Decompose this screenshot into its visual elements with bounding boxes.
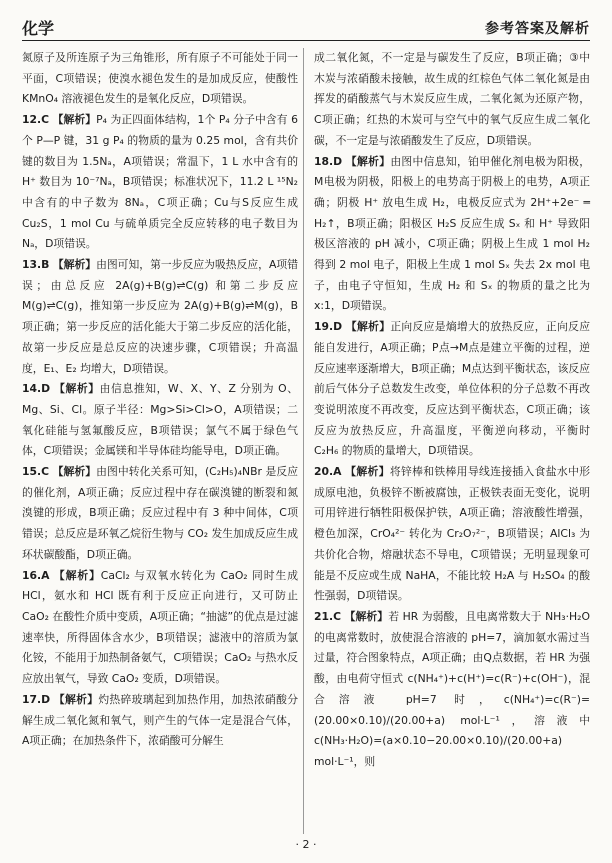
- answer-title: 参考答案及解析: [485, 21, 590, 37]
- item-number: 17.: [22, 692, 42, 706]
- item-answer: C: [41, 465, 50, 479]
- answer-item-17: [22, 690, 298, 752]
- answer-item-18: [314, 152, 590, 318]
- item-number: 18.: [314, 154, 334, 168]
- item-answer: A: [333, 465, 342, 479]
- item-answer: D: [333, 154, 343, 168]
- item-tag: 【解析】: [345, 154, 391, 168]
- item-number: 13.: [22, 258, 42, 272]
- item-number: 21.: [314, 609, 334, 623]
- answer-item-12: [22, 110, 298, 255]
- item-number: 19.: [314, 320, 334, 334]
- answer-item-15: [22, 462, 298, 566]
- answer-item-19: [314, 317, 590, 462]
- item-answer: D: [333, 320, 343, 334]
- item-answer: D: [41, 382, 51, 396]
- item-text: 灼热碎玻璃起到加热作用，加热浓硝酸分解生成二氧化氮和氧气，则产生的气体一定是混合气体，A项正确；在加热条件下，浓硝酸可分解生: [22, 692, 299, 748]
- item-tag: 【解析】: [52, 113, 97, 127]
- answer-item-16: [22, 566, 298, 690]
- item-number: 14.: [22, 382, 42, 396]
- right-column: [314, 48, 590, 773]
- answer-item-13: [22, 255, 298, 379]
- item-text: P₄ 为正四面体结构，1个 P₄ 分子中含有 6 个 P—P 键，31 g P₄ 的物质的量为 0.25 mol，含有共价键的数目为 1.5Nₐ，A项错误；常温下，1 L 水中含有的 H⁺ 数目为 10⁻⁷Nₐ，B项错误；标准状况下，11.2 L ¹⁵N₂ 中含有的中子数为 8Nₐ，C项正确；Cu与S反应生成 Cu₂S，1 mol Cu 与硫单质完全反应转移的电子数目为 Nₐ，D项错误。: [22, 113, 298, 251]
- left-column: [22, 48, 298, 752]
- item-text: 由图中转化关系可知，(C₂H₅)₄NBr 是反应的催化剂，A项正确；反应过程中存在碳溴键的断裂和氮溴键的形成，B项正确；反应过程中有 3 种中间体，C项错误；总反应是环氧乙烷衍生物与 CO₂ 发生加成反应生成环状碳酸酯，D项正确。: [22, 465, 299, 561]
- continued-text: 氮原子及所连原子为三角锥形，所有原子不可能处于同一平面，C项错误；使溴水褪色发生的是加成反应，使酸性 KMnO₄ 溶液褪色发生的是氧化反应，D项错误。: [22, 51, 298, 106]
- item-number: 12.: [22, 113, 42, 127]
- answer-item-21: [314, 607, 590, 773]
- item-answer: D: [41, 692, 51, 706]
- item-text: 由图中信息知，铂甲催化剂电极为阳极，M电极为阴极，阳极上的电势高于阴极上的电势，A项正确；阴极 H⁺ 放电生成 H₂，电极反应式为 2H⁺+2e⁻ ═ H₂↑，B项正确；阳极区 H₂S 反应生成 Sₓ 和 H⁺ 导致阳极区溶液的 pH 减小，C项正确；阴极上生成 1 mol H₂ 得到 2 mol 电子，阳极上生成 1 mol Sₓ 失去 2x mol 电子，由电子守恒知，生成 H₂ 和 Sₓ 的物质的量之比为 x:1，D项错误。: [314, 154, 591, 313]
- item-tag: 【解析】: [345, 320, 391, 334]
- item-number: 15.: [22, 465, 42, 479]
- item-tag: 【解析】: [54, 382, 100, 396]
- page-number: · 2 ·: [295, 838, 317, 851]
- item-tag: 【解析】: [52, 258, 97, 272]
- item-text: 由信息推知，W、X、Y、Z 分别为 O、Mg、Si、Cl。原子半径：Mg>Si>Cl>O，A项错误；二氧化硅能与氢氟酸反应，B项错误；氯气不属于绿色气体，C项错误；金属镁和半导体硅均能导电，D项正确。: [22, 382, 298, 458]
- answer-item-20: [314, 462, 590, 607]
- column-divider: [303, 48, 304, 834]
- item-answer: C: [41, 113, 50, 127]
- item-tag: 【解析】: [53, 692, 99, 706]
- item-tag: 【解析】: [344, 609, 389, 623]
- item-answer: B: [41, 258, 50, 272]
- item-tag: 【解析】: [345, 465, 390, 479]
- item-text: 由图可知，第一步反应为吸热反应，A项错误；由总反应 2A(g)+B(g)⇌C(g) 和第二步反应 M(g)⇌C(g)，推知第一步反应为 2A(g)+B(g)⇌M(g)，B项正确；第一步反应的活化能大于第二步反应的活化能，故第一步反应是总反应的决速步骤，C项错误；升高温度，E₁、E₂ 均增大，D项错误。: [22, 258, 298, 375]
- item-number: 20.: [314, 465, 334, 479]
- answer-item-14: [22, 379, 298, 462]
- item-tag: 【解析】: [53, 568, 101, 582]
- item-answer: C: [333, 609, 342, 623]
- item-number: 16.: [22, 568, 42, 582]
- item-tag: 【解析】: [52, 465, 97, 479]
- continued-text: 成二氧化氮，不一定是与碳发生了反应，B项正确；③中木炭与浓硝酸未接触，故生成的红棕色气体二氧化氮是由挥发的硝酸蒸气与木炭反应生成，二氧化氮为还原产物，C项正确；红热的木炭可与空气中的氧气反应生成二氧化碳，不一定是与浓硝酸发生了反应，D项错误。: [314, 51, 590, 147]
- page-header: [22, 14, 590, 41]
- item-answer: A: [41, 568, 50, 582]
- item-text: CaCl₂ 与双氧水转化为 CaO₂ 同时生成 HCl，氨水和 HCl 既有利于反应正向进行，又可防止 CaO₂ 在酸性介质中变质，A项正确；“抽滤”的优点是过滤速率快，所得固体含水少，B项错误；滤液中的溶质为氯化铵，不能用于加热制备氨气，C项错误；CaO₂ 与热水反应放出氧气，导致 CaO₂ 变质，D项错误。: [22, 568, 298, 686]
- item-text: 将锌棒和铁棒用导线连接插入食盐水中形成原电池，负极锌不断被腐蚀，正极铁表面无变化，说明可用锌进行牺牲阳极保护铁，A项正确；溶液酸性增强，橙色加深，CrO₄²⁻ 转化为 Cr₂O₇²⁻，B项错误；AlCl₃ 为共价化合物，熔融状态不导电，C项错误；无明显现象可能是不反应或生成 NaHA，不能比较 H₂A 与 H₂SO₄ 的酸性强弱，D项错误。: [314, 465, 591, 603]
- item-text: 正向反应是熵增大的放热反应，正向反应能自发进行，A项正确；P点→M点是建立平衡的过程，逆反应速率逐渐增大，B项正确；M点达到平衡状态，该反应前后气体分子总数发生改变，单位体积的分子总数不再改变说明浓度不再改变，反应达到平衡状态，C项正确；该反应为放热反应，升高温度，平衡逆向移动，平衡时 C₂H₆ 的物质的量增大，D项错误。: [314, 320, 591, 458]
- item-text: 若 HR 为弱酸，且电离常数大于 NH₃·H₂O 的电离常数时，放使混合溶液的 pH=7，滴加氨水需过当过量，符合图象特点，A项正确；由Q点数据，若 HR 为强酸，由电荷守恒式 c(NH₄⁺)+c(H⁺)=c(R⁻)+c(OH⁻)，混合溶液 pH=7 时，c(NH₄⁺)=c(R⁻)=(20.00×0.10)/(20.00+a) mol·L⁻¹，溶液中 c(NH₃·H₂O)=(a×0.10−20.00×0.10)/(20.00+a) mol·L⁻¹，则: [314, 609, 590, 768]
- subject-label: 化学: [22, 19, 55, 38]
